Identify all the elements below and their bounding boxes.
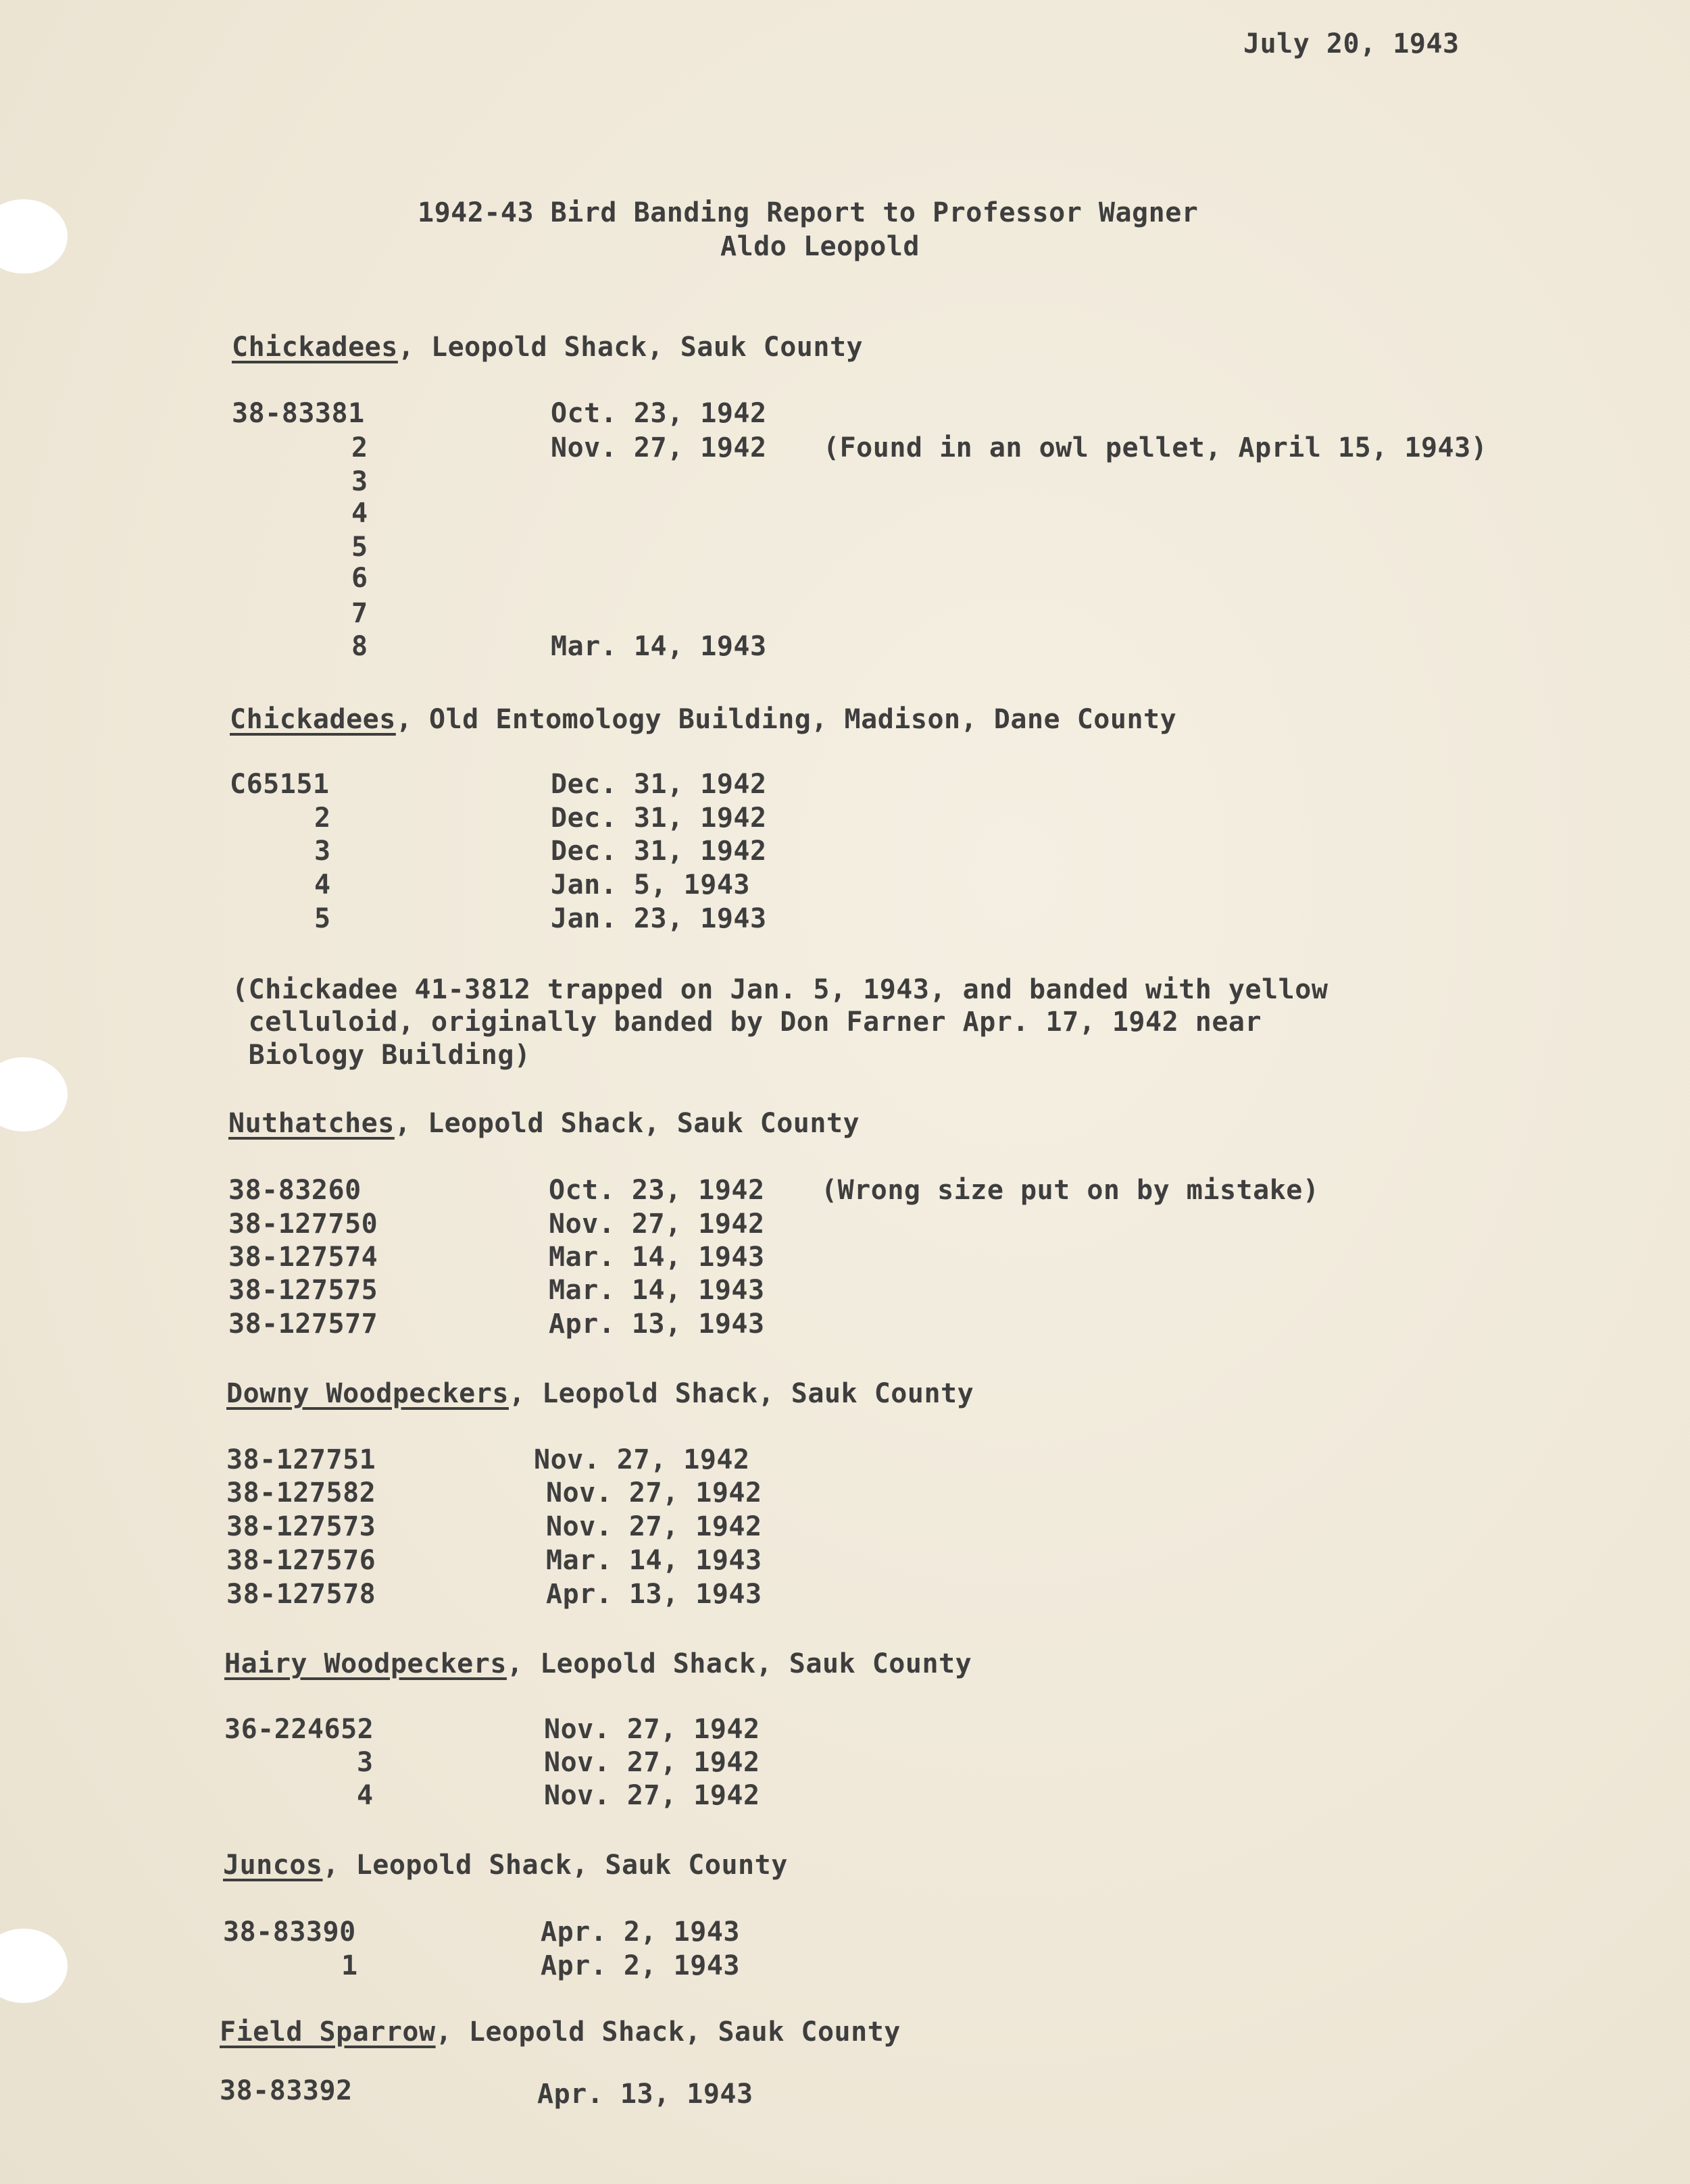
band-number: 38-127751: [226, 1444, 376, 1475]
species-name: Hairy Woodpeckers: [224, 1648, 507, 1679]
band-number: 5: [351, 532, 368, 563]
band-date: Mar. 14, 1943: [549, 1242, 765, 1273]
band-number: 38-127750: [228, 1209, 378, 1240]
band-note: (Wrong size put on by mistake): [821, 1175, 1320, 1206]
punch-hole: [0, 1929, 68, 2003]
band-number: 38-127577: [228, 1309, 378, 1340]
section-location: , Leopold Shack, Sauk County: [435, 2016, 901, 2048]
section-heading: [223, 1852, 788, 1879]
band-date: Oct. 23, 1942: [549, 1175, 765, 1206]
section-heading: [226, 1380, 974, 1407]
band-date: Mar. 14, 1943: [549, 1275, 765, 1306]
band-date: Nov. 27, 1942: [549, 1209, 765, 1240]
band-number: 1: [341, 1950, 358, 1981]
section-heading: [228, 1110, 860, 1137]
band-note: (Found in an owl pellet, April 15, 1943): [823, 432, 1488, 463]
band-number: 38-127573: [226, 1511, 376, 1542]
band-number: 6: [351, 563, 368, 594]
species-name: Nuthatches: [228, 1108, 395, 1139]
band-number: 38-127582: [226, 1477, 376, 1508]
section-location: , Leopold Shack, Sauk County: [506, 1648, 972, 1679]
section-heading: [220, 2018, 901, 2046]
band-date: Apr. 13, 1943: [537, 2079, 753, 2110]
band-number: 36-224652: [224, 1714, 374, 1745]
band-number: 38-127578: [226, 1579, 376, 1610]
species-name: Chickadees: [230, 704, 396, 735]
section-heading: [224, 1650, 972, 1677]
band-date: Nov. 27, 1942: [544, 1747, 760, 1778]
band-number: C65151: [230, 769, 330, 800]
species-name: Field Sparrow: [220, 2016, 436, 2048]
band-number: 38-83260: [228, 1175, 362, 1206]
band-number: 2: [351, 432, 368, 463]
band-date: Mar. 14, 1943: [551, 631, 767, 662]
band-number: 7: [351, 598, 368, 629]
section-location: , Leopold Shack, Sauk County: [397, 332, 864, 363]
band-date: Nov. 27, 1942: [546, 1477, 762, 1508]
band-date: Dec. 31, 1942: [551, 803, 767, 834]
band-date: Dec. 31, 1942: [551, 769, 767, 800]
species-name: Chickadees: [232, 332, 398, 363]
section-heading: [232, 334, 863, 361]
band-number: 2: [314, 803, 331, 834]
band-date: Oct. 23, 1942: [551, 398, 767, 429]
band-date: Mar. 14, 1943: [546, 1545, 762, 1576]
remark-line: (Chickadee 41-3812 trapped on Jan. 5, 1943, and banded with yellow: [232, 974, 1328, 1005]
band-date: Apr. 2, 1943: [541, 1916, 740, 1948]
band-number: 4: [314, 869, 331, 900]
band-number: 38-83392: [220, 2075, 353, 2106]
band-date: Jan. 5, 1943: [551, 869, 750, 900]
band-date: Nov. 27, 1942: [544, 1714, 760, 1745]
section-location: , Leopold Shack, Sauk County: [508, 1378, 974, 1409]
band-number: 3: [351, 466, 368, 497]
band-number: 38-127575: [228, 1275, 378, 1306]
band-date: Apr. 13, 1943: [546, 1579, 762, 1610]
band-date: Nov. 27, 1942: [551, 432, 767, 463]
band-date: Nov. 27, 1942: [544, 1780, 760, 1811]
band-number: 8: [351, 631, 368, 662]
punch-hole: [0, 1057, 68, 1132]
band-date: Dec. 31, 1942: [551, 836, 767, 867]
band-date: Nov. 27, 1942: [534, 1444, 750, 1475]
band-date: Nov. 27, 1942: [546, 1511, 762, 1542]
section-heading: [230, 706, 1176, 733]
report-date: July 20, 1943: [1243, 28, 1460, 59]
species-name: Juncos: [223, 1850, 323, 1881]
report-author: Aldo Leopold: [720, 231, 920, 262]
band-date: Apr. 13, 1943: [549, 1309, 765, 1340]
band-number: 38-83390: [223, 1916, 356, 1948]
band-number: 38-83381: [232, 398, 365, 429]
section-location: , Leopold Shack, Sauk County: [394, 1108, 860, 1139]
band-date: Jan. 23, 1943: [551, 903, 767, 934]
report-title: 1942-43 Bird Banding Report to Professor Wagner: [418, 197, 1199, 228]
remark-line: celluloid, originally banded by Don Farner Apr. 17, 1942 near: [232, 1007, 1262, 1038]
band-date: Apr. 2, 1943: [541, 1950, 740, 1981]
band-number: 5: [314, 903, 331, 934]
band-number: 3: [314, 836, 331, 867]
section-location: , Leopold Shack, Sauk County: [322, 1850, 788, 1881]
band-number: 3: [357, 1747, 374, 1778]
punch-hole: [0, 199, 68, 274]
band-number: 38-127576: [226, 1545, 376, 1576]
species-name: Downy Woodpeckers: [226, 1378, 509, 1409]
band-number: 38-127574: [228, 1242, 378, 1273]
remark-line: Biology Building): [232, 1040, 531, 1071]
section-location: , Old Entomology Building, Madison, Dane County: [395, 704, 1177, 735]
band-number: 4: [357, 1780, 374, 1811]
band-number: 4: [351, 498, 368, 529]
